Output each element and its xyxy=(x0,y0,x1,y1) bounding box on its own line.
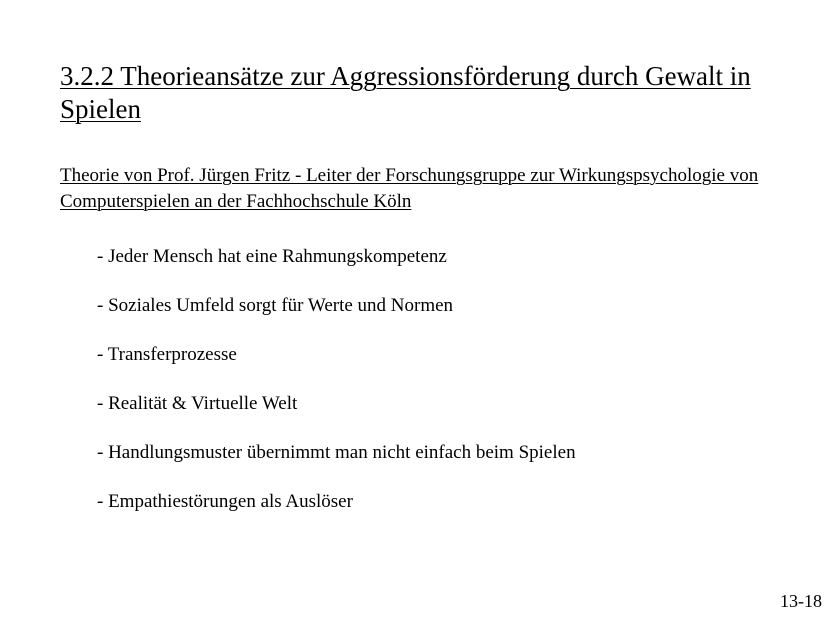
bullet-item: - Transferprozesse xyxy=(97,344,237,365)
bullet-item: - Empathiestörungen als Auslöser xyxy=(97,491,353,512)
bullet-item: - Handlungsmuster übernimmt man nicht einfach beim Spielen xyxy=(97,442,576,463)
slide-subtitle: Theorie von Prof. Jürgen Fritz - Leiter der Forschungsgruppe zur Wirkungspsychologie von Computerspielen an der Fachhochschule Köln xyxy=(60,165,759,212)
bullet-item: - Jeder Mensch hat eine Rahmungskompetenz xyxy=(97,246,447,267)
bullet-item: - Realität & Virtuelle Welt xyxy=(97,393,298,414)
slide-title: 3.2.2 Theorieansätze zur Aggressionsförderung durch Gewalt in Spielen xyxy=(60,61,751,124)
page-number: 13-18 xyxy=(780,591,822,611)
bullet-list xyxy=(97,244,576,538)
bullet-item: - Soziales Umfeld sorgt für Werte und Normen xyxy=(97,295,454,316)
